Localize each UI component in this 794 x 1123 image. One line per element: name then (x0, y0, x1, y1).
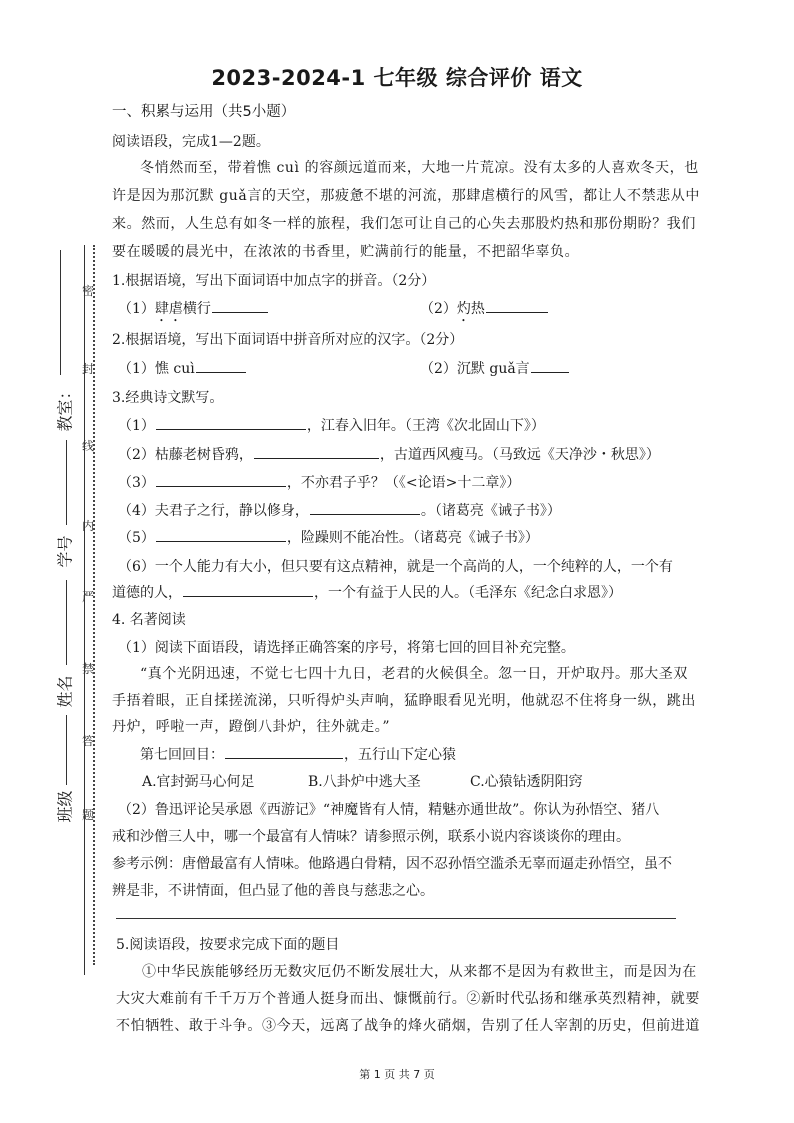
passage-line: 冬悄然而至，带着憔 cuì 的容颜远道而来，大地一片荒凉。没有太多的人喜欢冬天，也 (140, 160, 699, 176)
chapter-title-line (140, 744, 456, 764)
passage-line: 来。然而，人生总有如冬一样的旅程，我们怎可让自己的心失去那股灼热和那份期盼？我们 (112, 216, 696, 232)
page-title: 2023-2024-1 七年级 综合评价 语文 (211, 66, 583, 90)
class-blank[interactable] (66, 715, 67, 785)
item-number: （1） (118, 301, 155, 317)
seal-char-7: 答 (82, 734, 95, 748)
question-1-item-b (420, 298, 549, 325)
option-c[interactable]: C.心猿钻透阴阳窍 (470, 774, 583, 790)
option-b[interactable]: B.八卦炉中逃大圣 (308, 774, 421, 790)
seal-char-3: 线 (82, 439, 95, 453)
name-blank[interactable] (66, 580, 67, 665)
question-2-item-a (118, 358, 247, 378)
example-answer: 参考示例：唐僧最富有人情味。他路遇白骨精，因不忍孙悟空滥杀无辜而逼走孙悟空，虽不 (112, 856, 672, 872)
dotted-word: 肆虐 (154, 301, 183, 317)
answer-blank[interactable] (310, 500, 420, 515)
question-1-item-a (118, 298, 269, 325)
answer-line[interactable] (116, 918, 676, 919)
classroom-label: 教室： (55, 383, 75, 432)
student-id-blank[interactable] (66, 440, 67, 525)
excerpt-line: 手捂着眼，正自揉搓流涕，只听得炉头声响，猛睁眼看见光明，他就忍不住将身一纵，跳出 (112, 693, 696, 709)
seal-char-8: 题 (82, 808, 95, 822)
name-label: 姓名 (55, 675, 75, 708)
passage-line: 不怕牺牲、敢于斗争。③今天，远离了战争的烽火硝烟，告别了任人宰割的历史，但前进道 (116, 1018, 700, 1034)
dotted-word: 灼 (456, 301, 471, 317)
class-label: 班级 (55, 790, 75, 823)
line-text: ，不亦君子乎？（《<论语>十二章》） (286, 475, 521, 491)
line-text: （4）夫君子之行，静以修身， (118, 503, 309, 519)
answer-blank[interactable] (486, 298, 548, 313)
question-2-stem: 2.根据语境，写出下面词语中拼音所对应的汉字。（2分） (112, 332, 464, 348)
answer-blank[interactable] (225, 744, 343, 759)
page-number: 第 1 页 共 7 页 (359, 1068, 435, 1081)
seal-char-5: 严 (82, 590, 95, 604)
line-text: （2）枯藤老树昏鸦， (118, 447, 253, 463)
question-4-sub2: （2）鲁迅评论吴承恩《西游记》“神魔皆有人情，精魅亦通世故”。你认为孙悟空、猪八 (118, 802, 660, 818)
question-5-stem: 5.阅读语段，按要求完成下面的题目 (116, 937, 340, 953)
answer-blank[interactable] (531, 358, 569, 373)
question-4-sub1: （1）阅读下面语段，请选择正确答案的序号，将第七回的回目补充完整。 (118, 640, 575, 656)
answer-blank[interactable] (156, 472, 286, 487)
seal-char-6: 禁 (82, 662, 95, 676)
example-answer-cont: 辨是非，不讲情面，但凸显了他的善良与慈悲之心。 (112, 883, 434, 899)
answer-blank[interactable] (196, 358, 246, 373)
poem-line-6: （6）一个人能力有大小，但只要有这点精神，就是一个高尚的人，一个纯粹的人，一个有 (118, 559, 673, 575)
line-text: ，古道西风瘦马。（马致远《天净沙・秋思》） (379, 447, 660, 463)
poem-line-4 (118, 500, 561, 520)
excerpt-line: “真个光阴迅速，不觉七七四十九日，老君的火候俱全。忽一日，开炉取丹。那大圣双 (140, 666, 688, 682)
passage-line: 要在暖暖的晨光中，在浓浓的书香里，贮满前行的能量，不把韶华辜负。 (112, 244, 580, 260)
word-tail: 横行 (182, 301, 211, 317)
classroom-blank[interactable] (60, 250, 61, 375)
reading-intro: 阅读语段，完成1—2题。 (112, 134, 270, 150)
poem-line-1 (118, 415, 545, 435)
item-text: （1）憔 cuì (118, 361, 195, 377)
line-text: ，五行山下定心猿 (344, 747, 456, 763)
poem-line-5 (118, 527, 539, 547)
passage-line: 许是因为那沉默 guǎ言的天空，那疲惫不堪的河流，那肆虐横行的风雪，都让人不禁悲从中 (112, 188, 700, 204)
seal-char-1: 密 (82, 284, 95, 298)
answer-blank[interactable] (254, 444, 379, 459)
binding-solid-line (84, 245, 85, 975)
word-tail: 热 (470, 301, 485, 317)
option-a[interactable]: A.官封弼马心何足 (142, 774, 255, 790)
answer-blank[interactable] (156, 527, 286, 542)
seal-char-2: 封 (82, 362, 95, 376)
question-2-item-b (420, 358, 570, 378)
item-number: （2） (420, 301, 457, 317)
poem-line-3 (118, 472, 520, 492)
line-text: 第七回回目： (140, 747, 224, 763)
poem-line-2 (118, 444, 660, 464)
item-number: （3） (118, 475, 155, 491)
section-heading: 一、积累与运用（共5小题） (112, 104, 296, 120)
poem-line-6-cont (112, 582, 622, 602)
binding-dotted-line (93, 245, 95, 965)
student-id-label: 学号 (55, 535, 75, 568)
line-text: ，险躁则不能冶性。（诸葛亮《诫子书》） (286, 530, 539, 546)
passage-line: ①中华民族能够经历无数灾厄仍不断发展壮大，从来都不是因为有救世主，而是因为在 (142, 964, 697, 980)
excerpt-line: 丹炉，呼啦一声，蹬倒八卦炉，往外就走。” (112, 719, 391, 735)
seal-char-4: 内 (82, 519, 95, 533)
line-text: ，江春入旧年。（王湾《次北固山下》） (306, 418, 545, 434)
question-3-stem: 3.经典诗文默写。 (112, 390, 224, 406)
line-text: ，一个有益于人民的人。（毛泽东《纪念白求恩》） (314, 585, 622, 601)
item-text: （2）沉默 guǎ言 (420, 361, 530, 377)
answer-blank[interactable] (183, 582, 313, 597)
item-number: （1） (118, 418, 155, 434)
question-1-stem: 1.根据语境，写出下面词语中加点字的拼音。（2分） (112, 273, 436, 289)
answer-blank[interactable] (156, 415, 306, 430)
question-4-sub2-cont: 戒和沙僧三人中，哪一个最富有人情味？请参照示例，联系小说内容谈谈你的理由。 (112, 829, 630, 845)
question-4-stem: 4. 名著阅读 (112, 612, 186, 628)
line-text: 。（诸葛亮《诫子书》） (420, 503, 561, 519)
item-number: （5） (118, 530, 155, 546)
passage-line: 大灾大难前有千千万万个普通人挺身而出、慷慨前行。②新时代弘扬和继承英烈精神，就要 (116, 991, 700, 1007)
answer-blank[interactable] (212, 298, 268, 313)
line-text: 道德的人， (112, 585, 182, 601)
